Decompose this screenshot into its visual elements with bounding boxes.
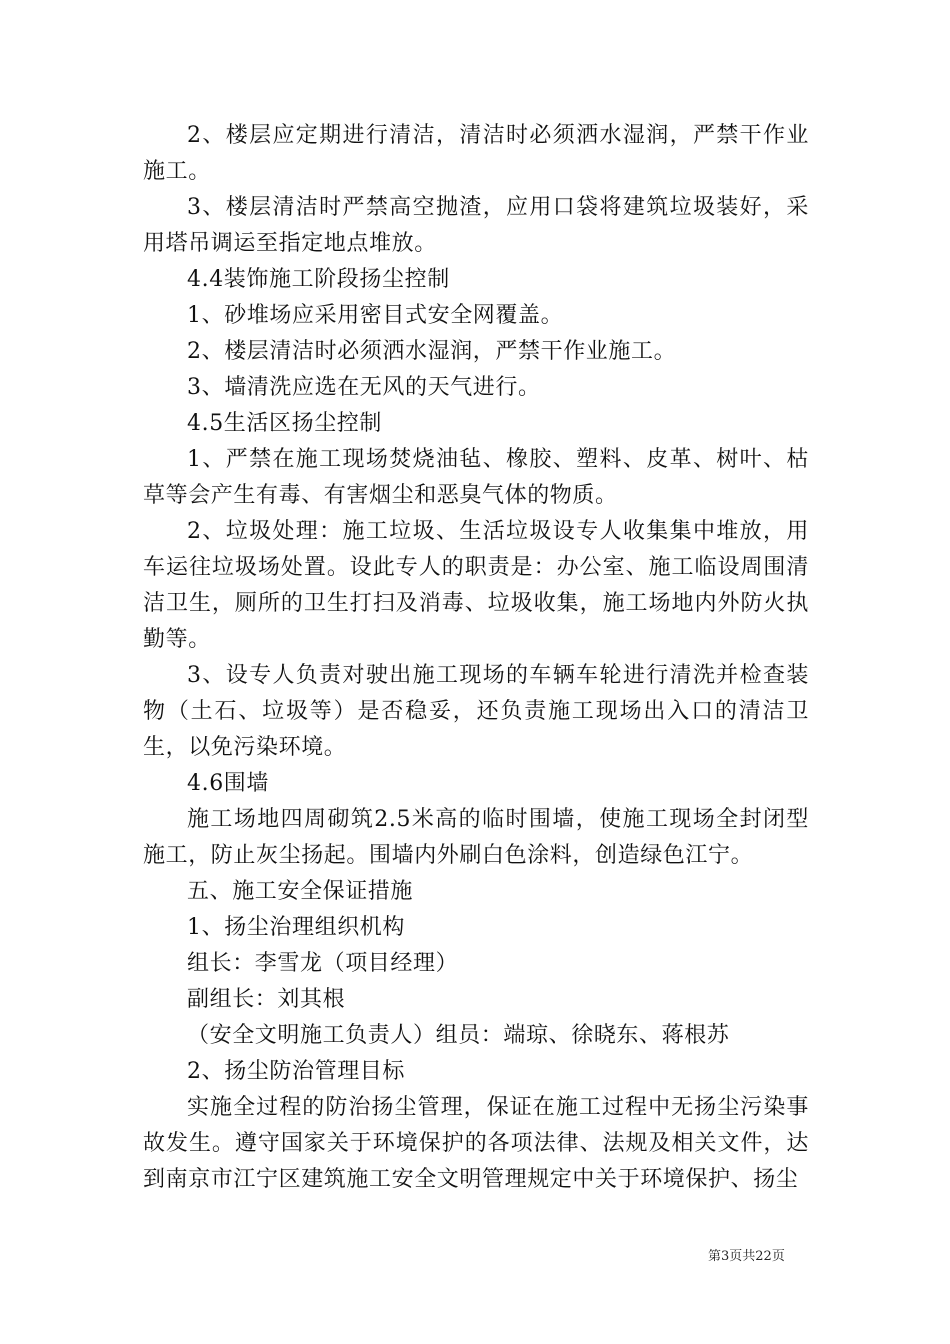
paragraph-goal-details: 实施全过程的防治扬尘管理，保证在施工过程中无扬尘污染事故发生。遵守国家关于环境保护的各项法律、法规及相关文件，达到南京市江宁区建筑施工安全文明管理规定中关于环境保护、扬尘 — [143, 1095, 809, 1192]
page-number-footer: 第3页共22页 — [708, 1249, 785, 1264]
section-heading-4-5: 4.5生活区扬尘控制 — [187, 411, 382, 436]
paragraph-wet-cleaning: 2、楼层清洁时必须洒水湿润，严禁干作业施工。 — [187, 339, 677, 364]
paragraph-deputy-leader: 副组长：刘其根 — [187, 987, 346, 1012]
paragraph-floor-cleaning: 2、楼层应定期进行清洁，清洁时必须洒水湿润，严禁干作业施工。 — [143, 123, 809, 184]
section-heading-5: 五、施工安全保证措施 — [187, 879, 414, 904]
paragraph-vehicle-washing: 3、设专人负责对驶出施工现场的车辆车轮进行清洗并检查装物（土石、垃圾等）是否稳妥，还负责施工现场出入口的清洁卫生，以免污染环境。 — [143, 663, 809, 760]
paragraph-no-throwing: 3、楼层清洁时严禁高空抛渣，应用口袋将建筑垃圾装好，采用塔吊调运至指定地点堆放。 — [143, 195, 809, 256]
paragraph-org-structure: 1、扬尘治理组织机构 — [187, 915, 405, 940]
paragraph-team-members: （安全文明施工负责人）组员：端琼、徐晓东、蒋根苏 — [187, 1023, 730, 1048]
document-body — [143, 118, 809, 1198]
paragraph-waste-handling: 2、垃圾处理：施工垃圾、生活垃圾设专人收集集中堆放，用车运往垃圾场处置。设此专人的职责是：办公室、施工临设周围清洁卫生，厕所的卫生打扫及消毒、垃圾收集，施工场地内外防火执勤等。 — [143, 519, 809, 652]
paragraph-no-burning: 1、严禁在施工现场焚烧油毡、橡胶、塑料、皮革、树叶、枯草等会产生有毒、有害烟尘和恶臭气体的物质。 — [143, 447, 809, 508]
paragraph-team-leader: 组长：李雪龙（项目经理） — [187, 951, 459, 976]
paragraph-management-goal: 2、扬尘防治管理目标 — [187, 1059, 405, 1084]
section-heading-4-6: 4.6围墙 — [187, 771, 269, 796]
paragraph-wall-washing: 3、墙清洗应选在无风的天气进行。 — [187, 375, 541, 400]
section-heading-4-4: 4.4装饰施工阶段扬尘控制 — [187, 267, 450, 292]
paragraph-enclosure-wall: 施工场地四周砌筑2.5米高的临时围墙，使施工现场全封闭型施工，防止灰尘扬起。围墙内外刷白色涂料，创造绿色江宁。 — [143, 807, 809, 868]
paragraph-sand-cover: 1、砂堆场应采用密目式安全网覆盖。 — [187, 303, 564, 328]
